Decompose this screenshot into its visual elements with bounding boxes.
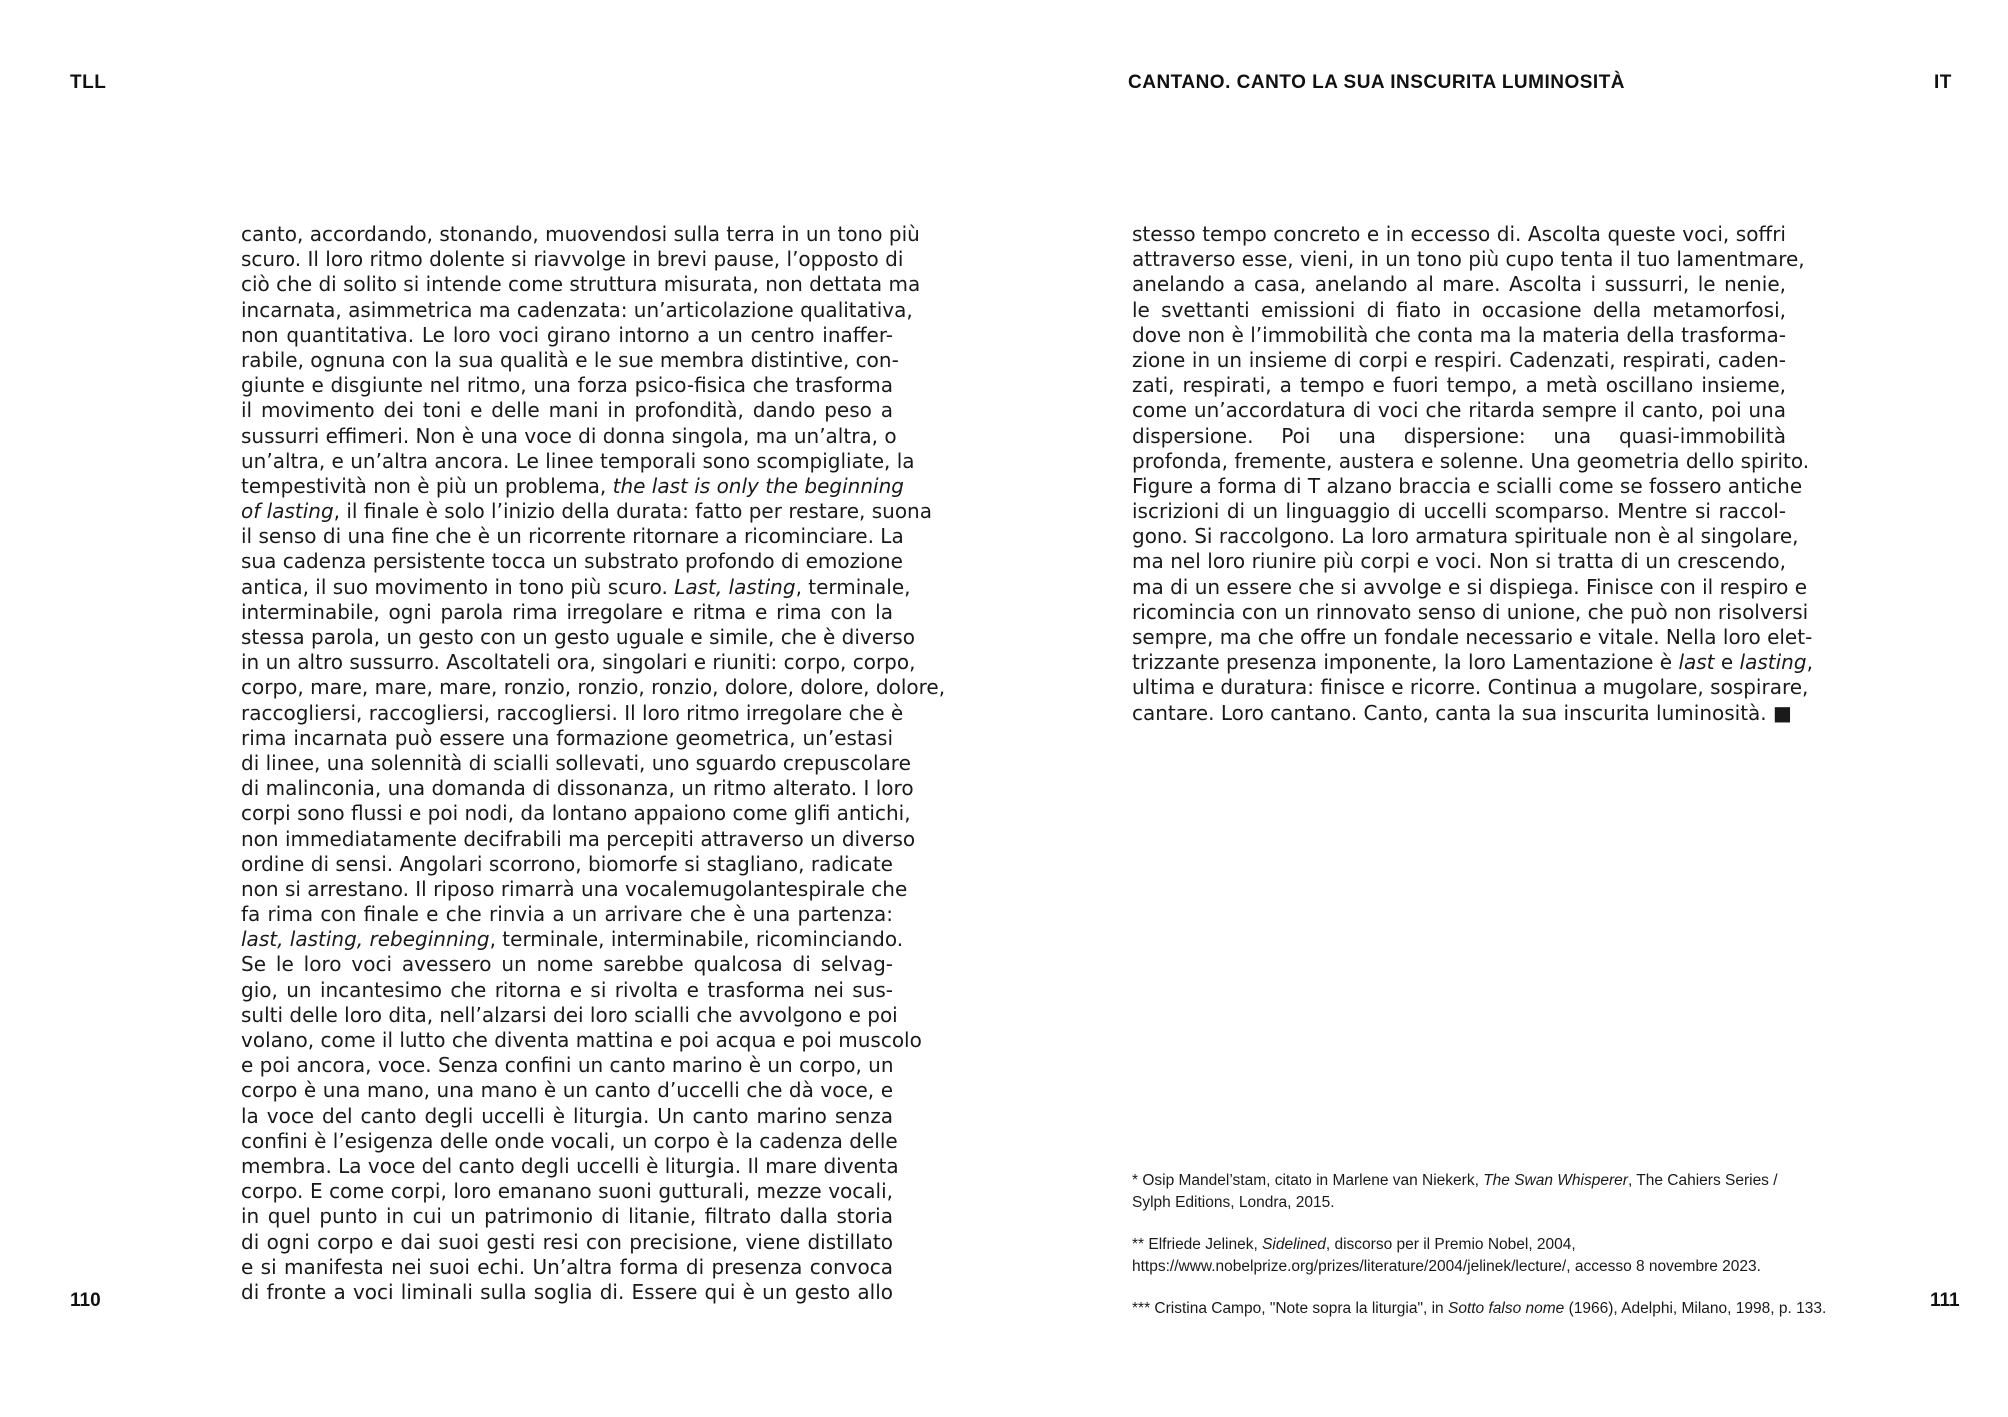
footnote-line: [1132, 1170, 1892, 1192]
left-body-line: scuro. Il loro ritmo dolente si riavvolge in brevi pause, l’opposto di: [241, 247, 904, 272]
right-body-line: sempre, ma che offre un fondale necessario e vitale. Nella loro elet-: [1132, 625, 1813, 649]
text-run: e: [1714, 650, 1740, 675]
left-body-line: confini è l’esigenza delle onde vocali, un corpo è la cadenza delle: [241, 1128, 898, 1153]
italic-run: Sotto falso nome: [1447, 1300, 1565, 1317]
left-body-line: ordine di sensi. Angolari scorrono, biomorfe si stagliano, radicate: [241, 851, 893, 876]
text-run: , terminale,: [795, 574, 911, 599]
italic-run: lasting: [1739, 650, 1807, 675]
right-body-line: profonda, fremente, austera e solenne. Una geometria dello spirito.: [1132, 448, 1810, 473]
text-run: , The Cahiers Series /: [1627, 1172, 1778, 1189]
italic-run: the last is only the beginning: [612, 473, 904, 498]
right-body-text: [1132, 222, 1813, 726]
italic-run: of lasting: [241, 499, 334, 524]
left-body-text: [241, 222, 946, 1305]
footnote-line: [1132, 1234, 1892, 1256]
italic-run: last: [1678, 650, 1715, 675]
left-body-line: sua cadenza persistente tocca un substrato profondo di emozione: [241, 549, 903, 574]
left-body-line: di linee, una solennità di scialli sollevati, uno sguardo crepuscolare: [241, 750, 911, 775]
text-run: , terminale, interminabile, ricominciando.: [489, 927, 904, 952]
footnote-1: [1132, 1170, 1892, 1214]
text-run: https://www.nobelprize.org/prizes/literature/2004/jelinek/lecture/, accesso 8 novembre 2023.: [1132, 1258, 1761, 1275]
left-body-line: canto, accordando, stonando, muovendosi sulla terra in un tono più: [241, 222, 920, 246]
left-body-line: rima incarnata può essere una formazione geometrica, un’estasi: [241, 725, 893, 750]
left-body-line: e si manifesta nei suoi echi. Un’altra forma di presenza convoca: [241, 1254, 893, 1279]
right-body-line: attraverso esse, vieni, in un tono più cupo tenta il tuo lamentmare,: [1132, 247, 1805, 272]
footnote-line: [1132, 1192, 1892, 1214]
left-body-line: giunte e disgiunte nel ritmo, una forza psico-fisica che trasforma: [241, 373, 893, 398]
right-body-line: le svettanti emissioni di fiato in occasione della metamorfosi,: [1132, 297, 1786, 322]
left-body-line: di malinconia, una domanda di dissonanza, un ritmo alterato. I loro: [241, 776, 914, 801]
footnote-2: [1132, 1234, 1892, 1278]
right-body-line: iscrizioni di un linguaggio di uccelli scomparso. Mentre si raccol-: [1132, 499, 1786, 524]
footnotes: [1132, 1170, 1892, 1340]
section-mark: IT: [1934, 72, 1952, 93]
left-body-line: [241, 499, 932, 524]
right-body-line: anelando a casa, anelando al mare. Ascolta i sussurri, le nenie,: [1132, 272, 1786, 297]
left-body-line: il senso di una fine che è un ricorrente ritornare a ricominciare. La: [241, 524, 904, 549]
page-number-left: 110: [70, 1290, 101, 1311]
right-body-line: cantare. Loro cantano. Canto, canta la sua inscurita luminosità. ■: [1132, 700, 1792, 725]
footnote-line: [1132, 1256, 1892, 1278]
italic-run: Last, lasting: [674, 574, 796, 599]
text-run: ,: [1806, 650, 1813, 675]
right-body-line: ma di un essere che si avvolge e si dispiega. Finisce con il respiro e: [1132, 574, 1808, 599]
text-run: *** Cristina Campo, "Note sopra la liturgia", in: [1132, 1300, 1448, 1317]
right-body-line: come un’accordatura di voci che ritarda sempre il canto, poi una: [1132, 398, 1786, 423]
right-body-line: Figure a forma di T alzano braccia e scialli come se fossero antiche: [1132, 473, 1803, 498]
left-body-line: membra. La voce del canto degli uccelli è liturgia. Il mare diventa: [241, 1153, 899, 1178]
left-body-line: il movimento dei toni e delle mani in profondità, dando peso a: [241, 398, 893, 423]
text-run: Sylph Editions, Londra, 2015.: [1132, 1194, 1335, 1211]
running-head-left: TLL: [70, 72, 107, 93]
right-body-line: [1132, 650, 1813, 675]
left-body-line: corpo. E come corpi, loro emanano suoni gutturali, mezze vocali,: [241, 1179, 893, 1204]
left-body-line: gio, un incantesimo che ritorna e si rivolta e trasforma nei sus-: [241, 977, 893, 1002]
left-body-line: non quantitativa. Le loro voci girano intorno a un centro inaffer-: [241, 322, 893, 347]
left-body-line: di fronte a voci liminali sulla soglia di. Essere qui è un gesto allo: [241, 1279, 893, 1304]
left-body-line: sulti delle loro dita, nell’alzarsi dei loro scialli che avvolgono e poi: [241, 1002, 898, 1027]
left-body-line: di ogni corpo e dai suoi gesti resi con precisione, viene distillato: [241, 1229, 893, 1254]
right-body-line: dove non è l’immobilità che conta ma la materia della trasforma-: [1132, 322, 1786, 347]
left-body-line: [241, 927, 904, 952]
left-body-line: volano, come il lutto che diventa mattina e poi acqua e poi muscolo: [241, 1028, 922, 1052]
footnote-3: [1132, 1298, 1892, 1320]
right-body-line: zati, respirati, a tempo e fuori tempo, a metà oscillano insieme,: [1132, 373, 1786, 398]
right-body-line: ricomincia con un rinnovato senso di unione, che può non risolversi: [1132, 599, 1809, 624]
left-body-line: [241, 473, 904, 499]
left-body-line: in quel punto in cui un patrimonio di litanie, filtrato dalla storia: [241, 1204, 893, 1229]
left-body-line: ciò che di solito si intende come struttura misurata, non dettata ma: [241, 272, 921, 297]
left-body-line: incarnata, asimmetrica ma cadenzata: un’articolazione qualitativa,: [241, 297, 913, 322]
left-body-line: Se le loro voci avessero un nome sarebbe qualcosa di selvag-: [241, 952, 893, 977]
left-body-line: non si arrestano. Il riposo rimarrà una vocalemugolantespirale che: [241, 876, 908, 901]
left-body-line: [241, 574, 911, 600]
left-body-line: fa rima con finale e che rinvia a un arrivare che è una partenza:: [241, 902, 893, 927]
running-head-right: CANTANO. CANTO LA SUA INSCURITA LUMINOSITÀ: [1128, 72, 1626, 93]
left-body-line: la voce del canto degli uccelli è liturgia. Un canto marino senza: [241, 1103, 893, 1128]
text-run: trizzante presenza imponente, la loro Lamentazione è: [1132, 650, 1679, 675]
right-body-line: ultima e duratura: finisce e ricorre. Continua a mugolare, sospirare,: [1132, 675, 1809, 700]
right-body-line: stesso tempo concreto e in eccesso di. Ascolta queste voci, soffri: [1132, 222, 1786, 246]
right-body-line: gono. Si raccolgono. La loro armatura spirituale non è al singolare,: [1132, 524, 1799, 549]
right-page: [1004, 0, 2008, 1417]
text-run: ** Elfriede Jelinek,: [1132, 1236, 1263, 1253]
italic-run: Sidelined: [1262, 1236, 1326, 1253]
text-run: , discorso per il Premio Nobel, 2004,: [1325, 1236, 1576, 1253]
text-run: tempestività non è più un problema,: [241, 473, 613, 498]
left-body-line: corpi sono flussi e poi nodi, da lontano appaiono come glifi antichi,: [241, 801, 911, 826]
left-body-line: corpo, mare, mare, mare, ronzio, ronzio, ronzio, dolore, dolore, dolore,: [241, 675, 946, 700]
left-body-line: sussurri effimeri. Non è una voce di donna singola, ma un’altra, o: [241, 423, 897, 448]
footnote-line: [1132, 1298, 1892, 1320]
right-body-line: dispersione. Poi una dispersione: una quasi-immobilità: [1132, 423, 1786, 448]
page-number-right: 111: [1930, 1290, 1960, 1311]
text-run: antica, il suo movimento in tono più scuro.: [241, 574, 675, 599]
right-body-line: zione in un insieme di corpi e respiri. Cadenzati, respirati, caden-: [1132, 347, 1786, 372]
italic-run: last, lasting, rebeginning: [241, 927, 490, 952]
left-body-line: rabile, ognuna con la sua qualità e le sue membra distintive, con-: [241, 347, 899, 372]
left-body-line: raccogliersi, raccogliersi, raccogliersi. Il loro ritmo irregolare che è: [241, 700, 904, 725]
right-body-line: ma nel loro riunire più corpi e voci. Non si tratta di un crescendo,: [1132, 549, 1786, 574]
left-body-line: non immediatamente decifrabili ma percepiti attraverso un diverso: [241, 826, 916, 851]
text-run: * Osip Mandel’stam, citato in Marlene van Niekerk,: [1132, 1172, 1484, 1189]
left-body-line: un’altra, e un’altra ancora. Le linee temporali sono scompigliate, la: [241, 448, 915, 473]
left-body-line: interminabile, ogni parola rima irregolare e ritma e rima con la: [241, 599, 893, 624]
italic-run: The Swan Whisperer: [1483, 1172, 1628, 1189]
left-body-line: e poi ancora, voce. Senza confini un canto marino è un corpo, un: [241, 1053, 894, 1078]
text-run: , il finale è solo l’inizio della durata: fatto per restare, suona: [333, 499, 932, 524]
left-body-line: stessa parola, un gesto con un gesto uguale e simile, che è diverso: [241, 625, 915, 649]
left-body-line: in un altro sussurro. Ascoltateli ora, singolari e riuniti: corpo, corpo,: [241, 650, 916, 675]
text-run: (1966), Adelphi, Milano, 1998, p. 133.: [1564, 1300, 1827, 1317]
left-body-line: corpo è una mano, una mano è un canto d’uccelli che dà voce, e: [241, 1078, 893, 1103]
